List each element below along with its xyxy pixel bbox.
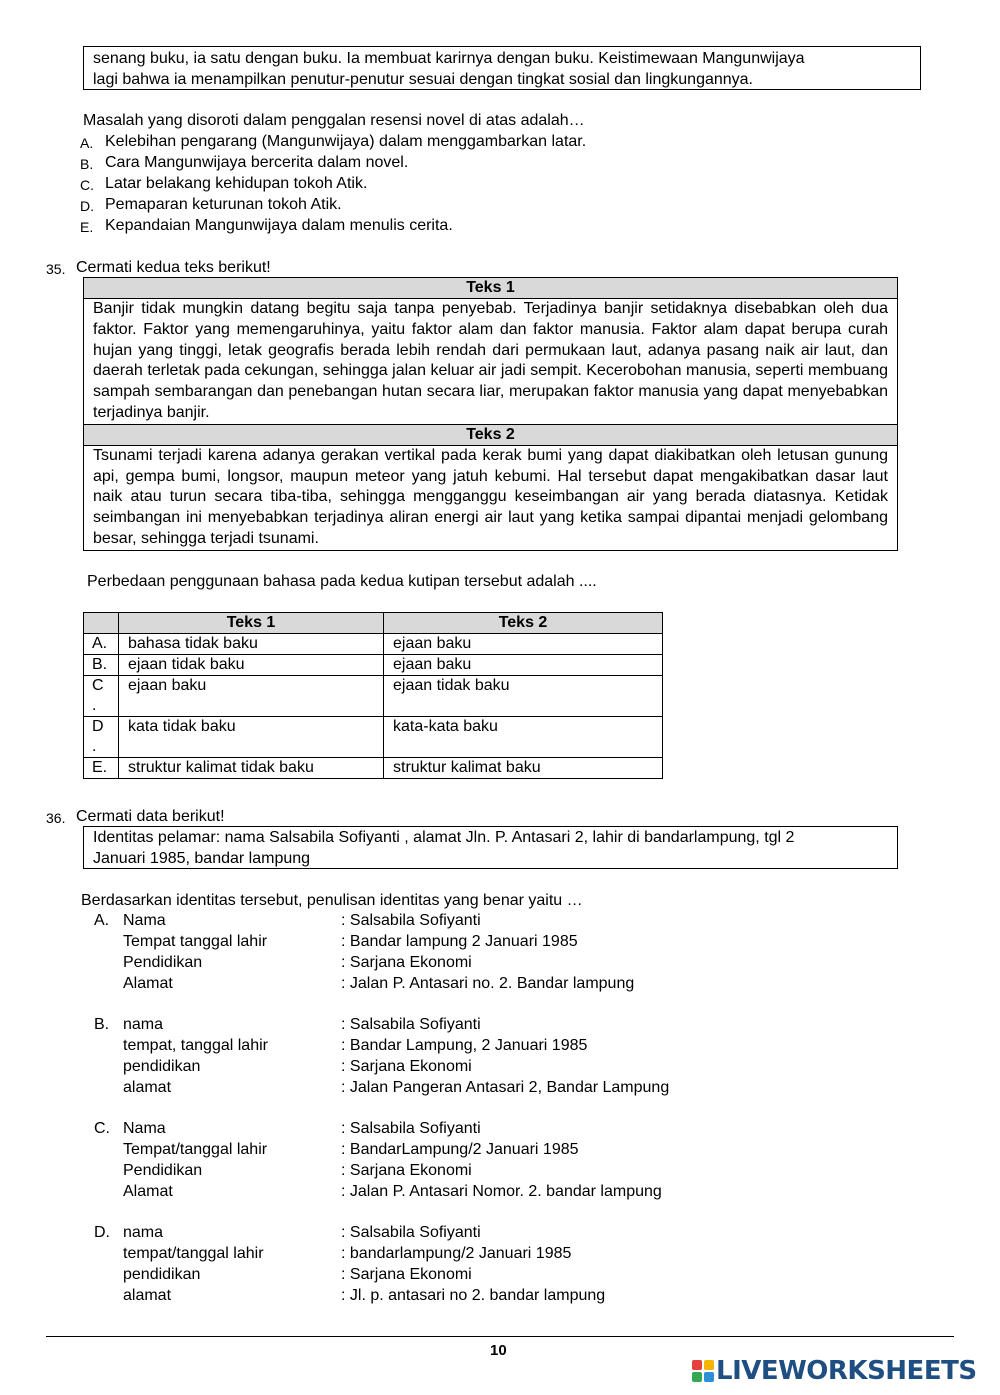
q34-option-label: D.: [80, 198, 94, 214]
field-value: : BandarLampung/2 Januari 1985: [341, 1141, 579, 1158]
brand-name: LIVEWORKSHEETS: [716, 1356, 977, 1386]
field-key: Tempat/tanggal lahir: [123, 1141, 268, 1158]
logo-square-green: [692, 1372, 702, 1382]
field-key: nama: [123, 1016, 164, 1033]
field-value: : Salsabila Sofiyanti: [341, 1016, 481, 1033]
field-value: : bandarlampung/2 Januari 1985: [341, 1245, 572, 1262]
q34-option-text: Pemaparan keturunan tokoh Atik.: [105, 196, 342, 213]
field-key: nama: [123, 1224, 164, 1241]
answer-table-header: [84, 613, 663, 634]
field-key: alamat: [123, 1079, 172, 1096]
text1-title: Teks 1: [84, 278, 898, 299]
q36-data-box: [83, 826, 898, 869]
field-key: Alamat: [123, 1183, 173, 1200]
field-key: Nama: [123, 912, 166, 929]
field-value: : Bandar Lampung, 2 Januari 1985: [341, 1037, 588, 1054]
cell-teks1: bahasa tidak baku: [119, 634, 384, 655]
field-value: : Jalan Pangeran Antasari 2, Bandar Lampung: [341, 1079, 670, 1096]
q34-option-text: Kepandaian Mangunwijaya dalam menulis cerita.: [105, 217, 453, 234]
text1-body: Banjir tidak mungkin datang begitu saja tanpa penyebab. Terjadinya banjir setidaknya disebabkan oleh dua faktor. Faktor yang memengaruhinya, yaitu faktor alam dan faktor manusia. Faktor alam dapat berupa curah hujan yang tinggi, letak geografis berada lebih rendah dari permukaan laut, adanya pasang naik air laut, dan daerah terletak pada cekungan, sehingga jalan keluar air jadi sempit. Kecerobohan manusia, seperti membuang sampah sembarangan dan penebangan hutan secara liar, merupakan faktor manusia yang dapat menyebabkan terjadinya banjir.: [84, 299, 898, 425]
q34-option-text: Kelebihan pengarang (Mangunwijaya) dalam menggambarkan latar.: [105, 133, 587, 150]
option-label: B.: [94, 1016, 110, 1033]
field-key: alamat: [123, 1287, 172, 1304]
header-cell-empty: [84, 613, 119, 634]
field-value: : Salsabila Sofiyanti: [341, 912, 481, 929]
q36-number: 36.: [46, 810, 66, 826]
q35-passages-table: [83, 277, 898, 551]
table-row: [84, 634, 663, 655]
q34-option-text: Cara Mangunwijaya bercerita dalam novel.: [105, 154, 409, 171]
text2-title: Teks 2: [84, 424, 898, 445]
page-number: 10: [490, 1342, 507, 1359]
excerpt-box: [83, 46, 921, 90]
q35-question: Perbedaan penggunaan bahasa pada kedua kutipan tersebut adalah ....: [87, 573, 597, 590]
field-key: Alamat: [123, 975, 173, 992]
excerpt-line-2: lagi bahwa ia menampilkan penutur-penutur sesuai dengan tingkat sosial dan lingkungannya.: [93, 71, 753, 88]
field-value: : Sarjana Ekonomi: [341, 1266, 472, 1283]
table-row: [84, 676, 663, 717]
cell-teks2: ejaan baku: [384, 634, 663, 655]
header-cell-teks2: Teks 2: [384, 613, 663, 634]
cell-teks2: ejaan tidak baku: [384, 676, 663, 717]
q34-option-text: Latar belakang kehidupan tokoh Atik.: [105, 175, 368, 192]
row-label: D .: [84, 717, 119, 758]
field-value: : Sarjana Ekonomi: [341, 1058, 472, 1075]
field-value: : Salsabila Sofiyanti: [341, 1224, 481, 1241]
q34-option-label: B.: [80, 156, 94, 172]
cell-teks1: ejaan tidak baku: [119, 655, 384, 676]
row-label: B.: [84, 655, 119, 676]
q36-question: Berdasarkan identitas tersebut, penulisan identitas yang benar yaitu …: [81, 892, 583, 909]
option-label: A.: [94, 912, 110, 929]
option-label: D.: [94, 1224, 110, 1241]
footer-divider: [46, 1336, 954, 1337]
cell-teks1: kata tidak baku: [119, 717, 384, 758]
field-key: tempat, tanggal lahir: [123, 1037, 268, 1054]
field-value: : Sarjana Ekonomi: [341, 954, 472, 971]
logo-icon: [692, 1360, 714, 1382]
table-row: [84, 655, 663, 676]
field-key: Pendidikan: [123, 1162, 203, 1179]
q35-answer-table: [83, 612, 663, 779]
field-value: : Bandar lampung 2 Januari 1985: [341, 933, 578, 950]
row-label: E.: [84, 758, 119, 779]
data-line-1: Identitas pelamar: nama Salsabila Sofiyanti , alamat Jln. P. Antasari 2, lahir di bandarlampung, tgl 2: [93, 829, 795, 846]
cell-teks2: struktur kalimat baku: [384, 758, 663, 779]
field-key: tempat/tanggal lahir: [123, 1245, 264, 1262]
text2-body: Tsunami terjadi karena adanya gerakan vertikal pada kerak bumi yang dapat diakibatkan oleh letusan gunung api, gempa bumi, longsor, maupun meteor yang jatuh kebumi. Hal tersebut dapat mengakibatkan dasar laut naik atau turun secara tiba-tiba, sehingga mengganggu keseimbangan air yang berada diatasnya. Ketidak seimbangan ini menyebabkan terjadinya aliran energi air laut yang ketika sampai dipantai menjadi gelombang besar, sehingga terjadi tsunami.: [84, 445, 898, 550]
q36-intro: Cermati data berikut!: [76, 808, 225, 825]
logo-square-yellow: [704, 1360, 714, 1370]
table-row: [84, 758, 663, 779]
field-key: Nama: [123, 1120, 166, 1137]
q35-number: 35.: [46, 261, 66, 277]
cell-teks1: struktur kalimat tidak baku: [119, 758, 384, 779]
excerpt-line-1: senang buku, ia satu dengan buku. Ia membuat karirnya dengan buku. Keistimewaan Mangunwijaya: [93, 50, 805, 67]
option-label: C.: [94, 1120, 110, 1137]
q34-option-label: C.: [80, 177, 94, 193]
liveworksheets-logo[interactable]: [692, 1356, 977, 1386]
header-cell-teks1: Teks 1: [119, 613, 384, 634]
cell-teks2: ejaan baku: [384, 655, 663, 676]
field-key: Tempat tanggal lahir: [123, 933, 268, 950]
logo-square-red: [692, 1360, 702, 1370]
table-row: [84, 717, 663, 758]
q35-intro: Cermati kedua teks berikut!: [76, 259, 271, 276]
logo-square-blue: [704, 1372, 714, 1382]
q34-question: Masalah yang disoroti dalam penggalan resensi novel di atas adalah…: [83, 112, 585, 129]
data-line-2: Januari 1985, bandar lampung: [93, 850, 311, 867]
cell-teks1: ejaan baku: [119, 676, 384, 717]
q34-option-label: E.: [80, 219, 94, 235]
field-value: : Jl. p. antasari no 2. bandar lampung: [341, 1287, 606, 1304]
row-label: C .: [84, 676, 119, 717]
field-key: pendidikan: [123, 1058, 201, 1075]
field-key: pendidikan: [123, 1266, 201, 1283]
q34-option-label: A.: [80, 135, 94, 151]
cell-teks2: kata-kata baku: [384, 717, 663, 758]
field-value: : Salsabila Sofiyanti: [341, 1120, 481, 1137]
row-label: A.: [84, 634, 119, 655]
field-key: Pendidikan: [123, 954, 203, 971]
field-value: : Sarjana Ekonomi: [341, 1162, 472, 1179]
field-value: : Jalan P. Antasari Nomor. 2. bandar lampung: [341, 1183, 662, 1200]
field-value: : Jalan P. Antasari no. 2. Bandar lampung: [341, 975, 635, 992]
